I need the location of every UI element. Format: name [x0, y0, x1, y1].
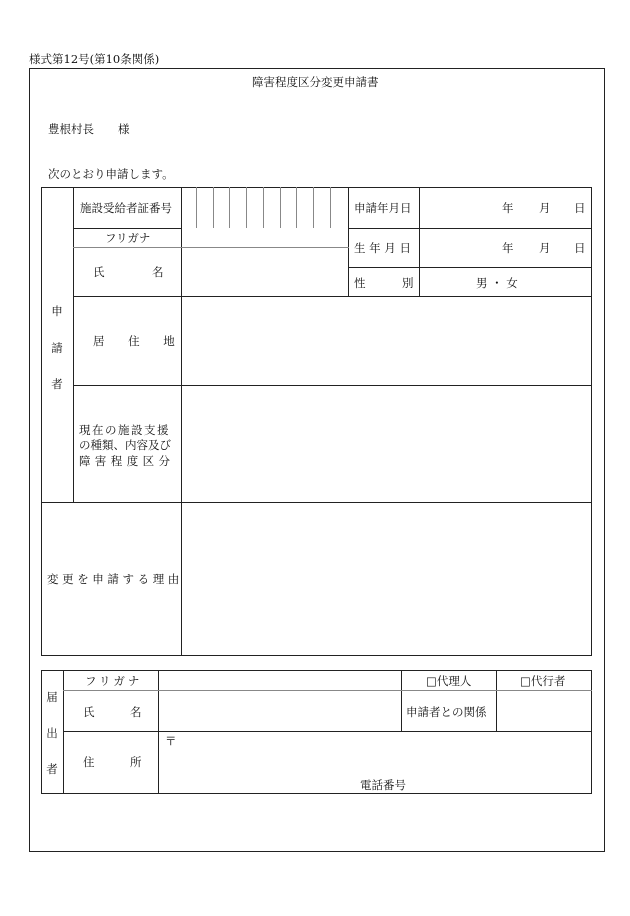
- notifier-section-char-3: 者: [46, 762, 58, 776]
- residence-field[interactable]: [182, 297, 591, 385]
- cert-number-label: 施設受給者証番号: [80, 201, 172, 215]
- notifier-name-label-2: 名: [130, 705, 142, 719]
- birth-date-field[interactable]: 年 月 日: [502, 241, 586, 255]
- support-label-line-3: 障害程度区分: [79, 454, 175, 468]
- notifier-furigana-field[interactable]: [159, 671, 401, 690]
- phone-field[interactable]: [410, 776, 590, 793]
- change-reason-label: 変更を申請する理由: [47, 572, 183, 586]
- proxy-checkbox[interactable]: □代行者: [520, 674, 566, 688]
- relation-field[interactable]: [497, 691, 591, 731]
- notifier-address-label-2: 所: [130, 755, 142, 769]
- notifier-address-label-1: 住: [83, 755, 95, 769]
- change-reason-field[interactable]: [182, 503, 591, 655]
- form-style-number: 様式第12号(第10条関係): [29, 52, 160, 66]
- sex-label-1: 性: [354, 276, 366, 290]
- postal-mark: 〒: [165, 734, 177, 748]
- sex-options[interactable]: 男 ・ 女: [476, 276, 518, 290]
- notifier-address-field[interactable]: [159, 732, 591, 776]
- applicant-section-char-2: 請: [51, 341, 63, 355]
- support-label-line-2: の種類、内容及び: [79, 438, 171, 452]
- apply-date-label: 申請年月日: [354, 201, 412, 215]
- sex-label-2: 別: [402, 276, 414, 290]
- agent-checkbox[interactable]: □代理人: [426, 674, 472, 688]
- form-title: 障害程度区分変更申請書: [252, 75, 379, 89]
- furigana-label: フリガナ: [105, 231, 151, 245]
- intro-text: 次のとおり申請します。: [48, 167, 174, 181]
- notifier-section-char-1: 届: [46, 690, 58, 704]
- relation-label: 申請者との関係: [406, 705, 487, 719]
- phone-label: 電話番号: [360, 778, 406, 792]
- notifier-furigana-label: フリガナ: [85, 674, 143, 688]
- residence-label: 居 住 地: [93, 334, 185, 348]
- applicant-section-char-1: 申: [51, 304, 63, 318]
- honorific: 様: [118, 122, 130, 136]
- notifier-name-field[interactable]: [159, 691, 401, 731]
- current-support-field[interactable]: [182, 386, 591, 502]
- cert-number-boxes[interactable]: [181, 187, 348, 228]
- name-label-1: 氏: [93, 265, 105, 279]
- apply-date-field[interactable]: 年 月 日: [502, 201, 586, 215]
- applicant-name-field[interactable]: [182, 248, 348, 296]
- addressee: 豊根村長: [48, 122, 94, 136]
- applicant-section-char-3: 者: [51, 377, 63, 391]
- name-label-2: 名: [152, 265, 164, 279]
- support-label-line-1: 現在の施設支援: [79, 423, 170, 437]
- notifier-name-label-1: 氏: [83, 705, 95, 719]
- furigana-field[interactable]: [182, 229, 348, 247]
- birth-date-label: 生 年 月 日: [354, 241, 411, 255]
- notifier-section-char-2: 出: [46, 726, 58, 740]
